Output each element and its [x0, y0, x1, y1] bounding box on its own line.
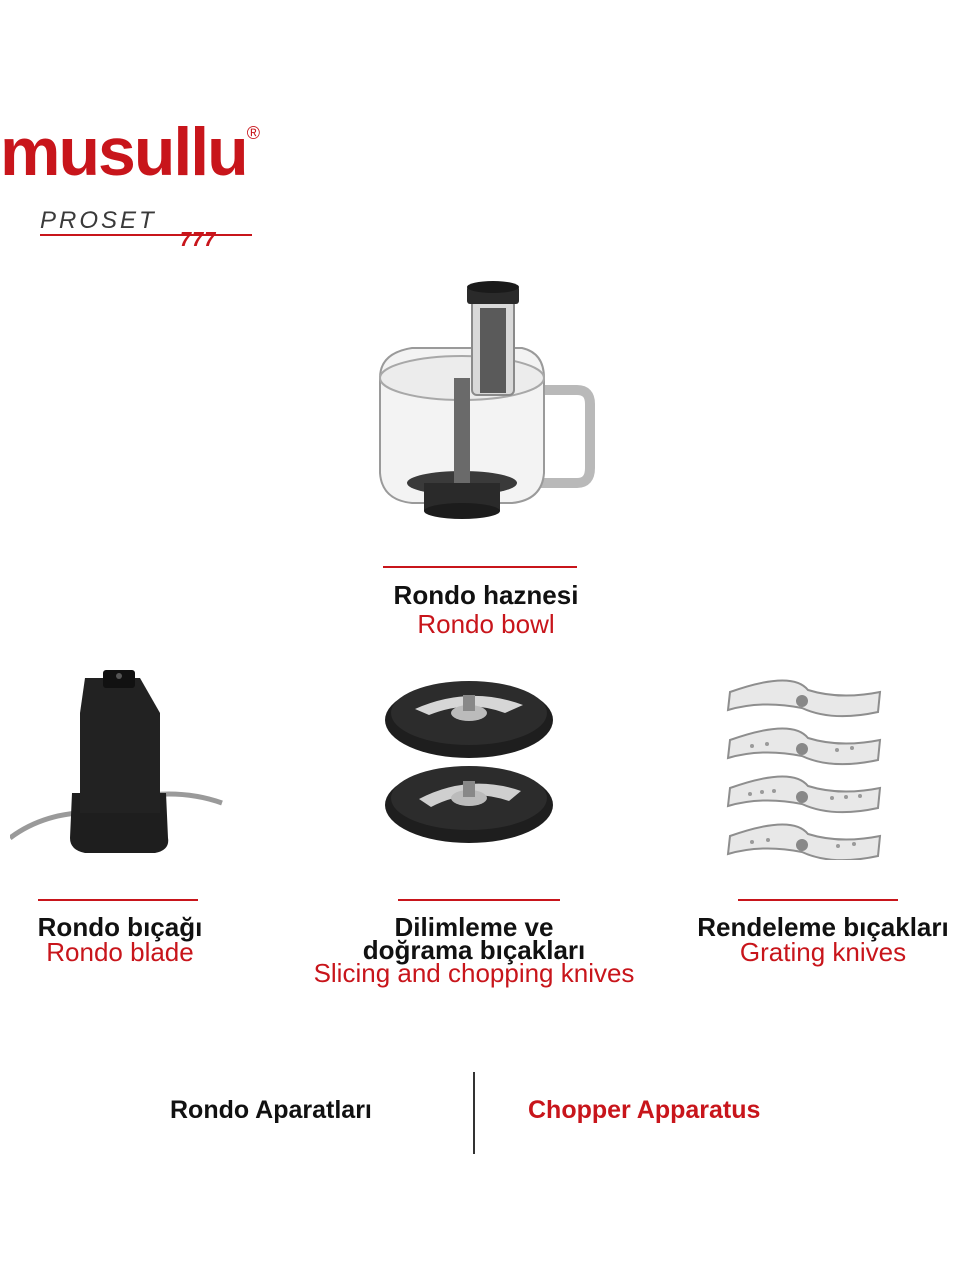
grating-title-en: Grating knives: [739, 937, 907, 967]
slicing-title-tr-line1: Dilimleme ve: [394, 912, 554, 942]
registered-mark: ®: [246, 123, 260, 143]
brand-name: musullu: [0, 114, 247, 190]
slicing-title-tr-line2: doğrama bıçakları: [362, 935, 586, 965]
grating-divider-line: [738, 899, 898, 901]
slicing-title-en: Slicing and chopping knives: [313, 958, 635, 988]
blade-title-en: Rondo blade: [46, 937, 194, 967]
rondo-bowl-image: [372, 278, 598, 528]
bowl-divider-line: [383, 566, 577, 568]
blade-title-tr: Rondo bıçağı: [37, 912, 203, 942]
sub-brand-name: PROSET: [40, 207, 157, 234]
grating-title-tr: Rendeleme bıçakları: [697, 912, 949, 942]
rondo-blade-image: [10, 668, 230, 868]
footer-divider: [473, 1072, 475, 1154]
brand-logo: [0, 114, 260, 190]
slicing-divider-line: [398, 899, 560, 901]
blade-divider-line: [38, 899, 198, 901]
footer-title-en: Chopper Apparatus: [528, 1096, 761, 1124]
bowl-title-en: Rondo bowl: [417, 609, 555, 639]
grating-knives-image: [722, 670, 888, 860]
slicing-discs-image: [383, 675, 555, 855]
bowl-title-tr: Rondo haznesi: [393, 580, 579, 610]
footer-title-tr: Rondo Aparatları: [170, 1096, 372, 1124]
sub-brand-number: 777: [180, 229, 217, 251]
